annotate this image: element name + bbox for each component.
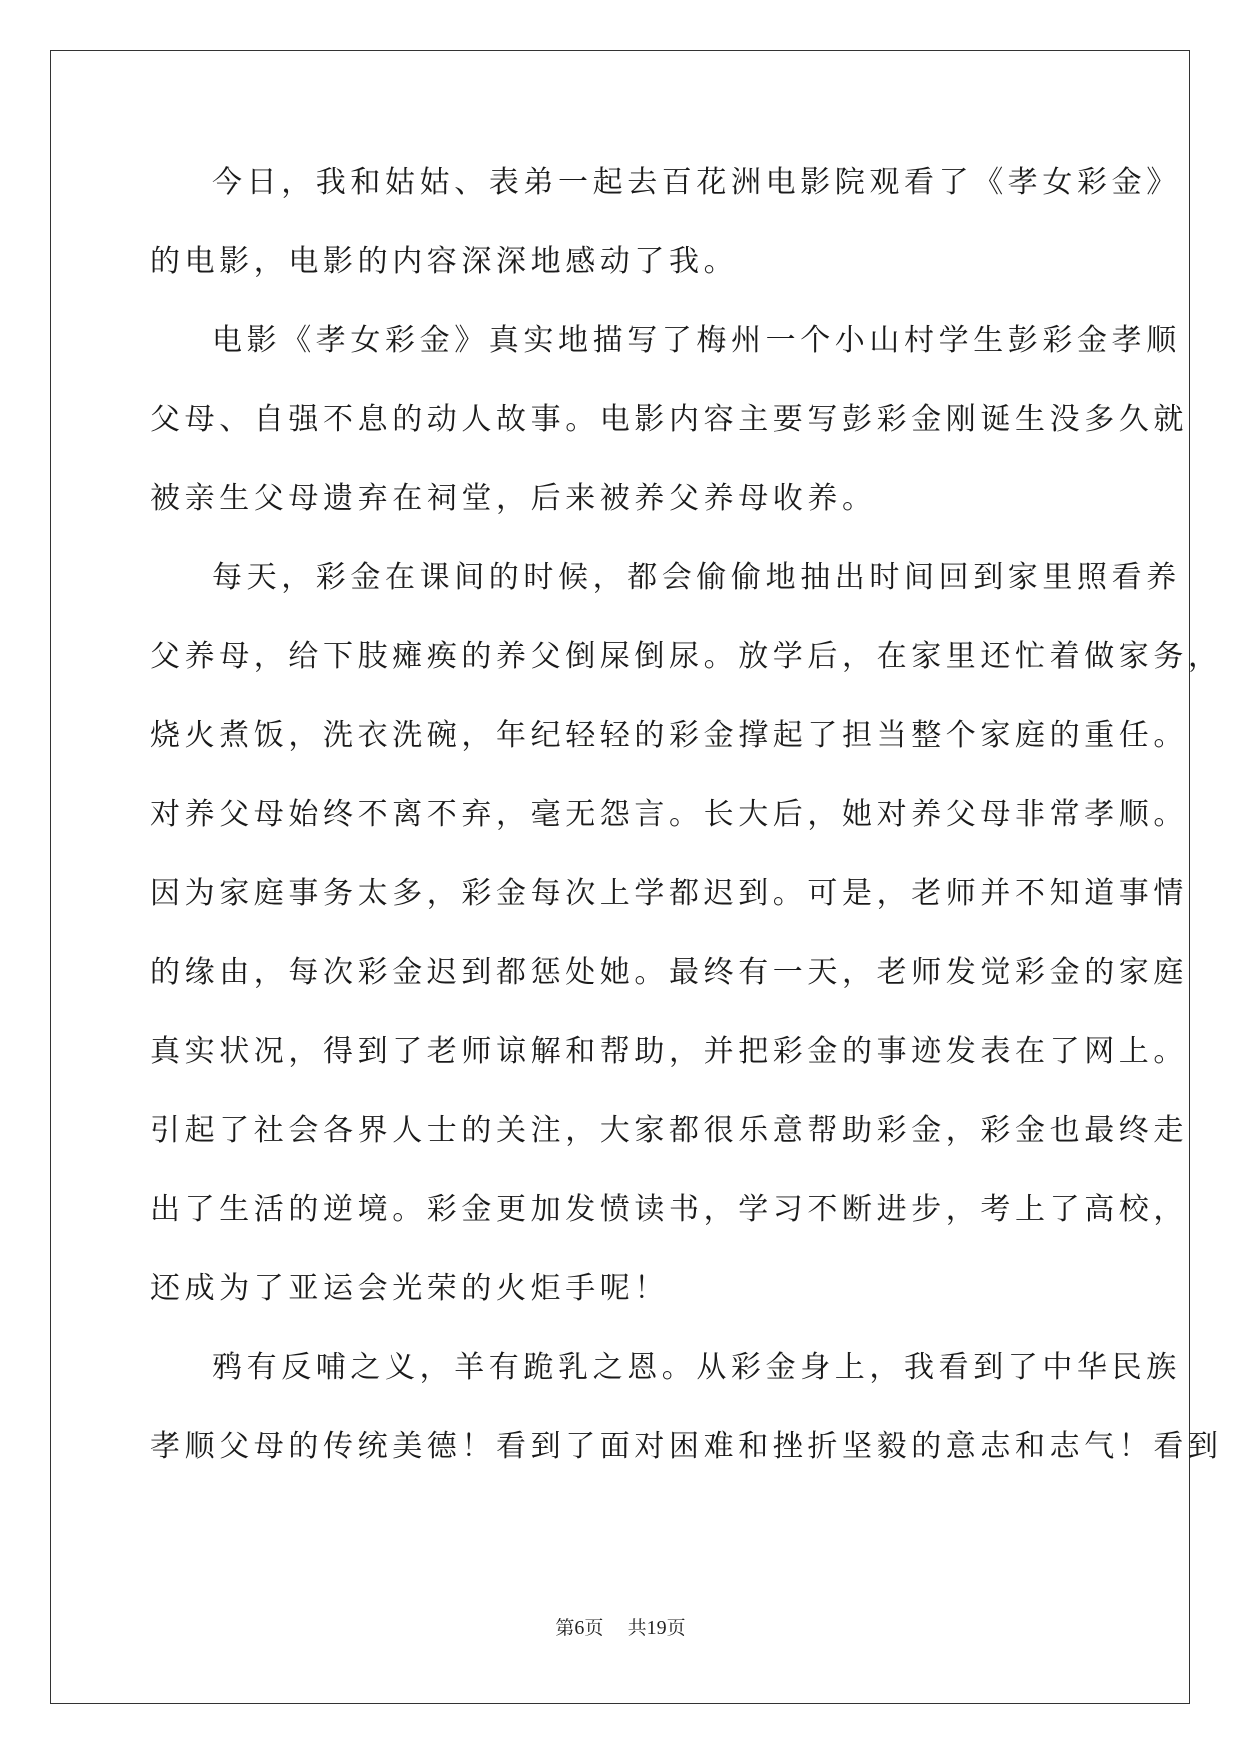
text-line: 电影《孝女彩金》真实地描写了梅州一个小山村学生彭彩金孝顺 [212,323,1181,358]
text-line: 对养父母始终不离不弃，毫无怨言。长大后，她对养父母非常孝顺。 [150,797,1188,832]
text-line: 还成为了亚运会光荣的火炬手呢！ [150,1271,669,1306]
text-line: 被亲生父母遗弃在祠堂，后来被养父养母收养。 [150,481,877,516]
page-number: 6 [574,1617,585,1639]
page-footer [0,1613,1241,1640]
document-body [150,160,1223,1503]
footer-total-prefix: 共 [627,1617,647,1639]
text-line: 因为家庭事务太多，彩金每次上学都迟到。可是，老师并不知道事情 [150,876,1188,911]
text-line: 出了生活的逆境。彩金更加发愤读书，学习不断进步，考上了高校， [150,1192,1188,1227]
footer-prefix: 第 [555,1617,575,1639]
text-line: 孝顺父母的传统美德！看到了面对困难和挫折坚毅的意志和志气！看到 [150,1429,1223,1464]
text-line: 真实状况，得到了老师谅解和帮助，并把彩金的事迹发表在了网上。 [150,1034,1188,1069]
footer-total-suffix: 页 [666,1617,686,1639]
text-line: 的电影，电影的内容深深地感动了我。 [150,244,739,279]
text-line: 的缘由，每次彩金迟到都惩处她。最终有一天，老师发觉彩金的家庭 [150,955,1188,990]
total-pages: 19 [646,1617,667,1639]
text-line: 今日，我和姑姑、表弟一起去百花洲电影院观看了《孝女彩金》 [212,165,1181,200]
text-line: 引起了社会各界人士的关注，大家都很乐意帮助彩金，彩金也最终走 [150,1113,1188,1148]
footer-page-suffix: 页 [584,1617,604,1639]
text-line: 烧火煮饭，洗衣洗碗，年纪轻轻的彩金撑起了担当整个家庭的重任。 [150,718,1188,753]
text-line: 父养母，给下肢瘫痪的养父倒屎倒尿。放学后，在家里还忙着做家务， [150,639,1223,674]
text-line: 每天，彩金在课间的时候，都会偷偷地抽出时间回到家里照看养 [212,560,1181,595]
text-line: 父母、自强不息的动人故事。电影内容主要写彭彩金刚诞生没多久就 [150,402,1188,437]
text-line: 鸦有反哺之义，羊有跪乳之恩。从彩金身上，我看到了中华民族 [212,1350,1181,1385]
